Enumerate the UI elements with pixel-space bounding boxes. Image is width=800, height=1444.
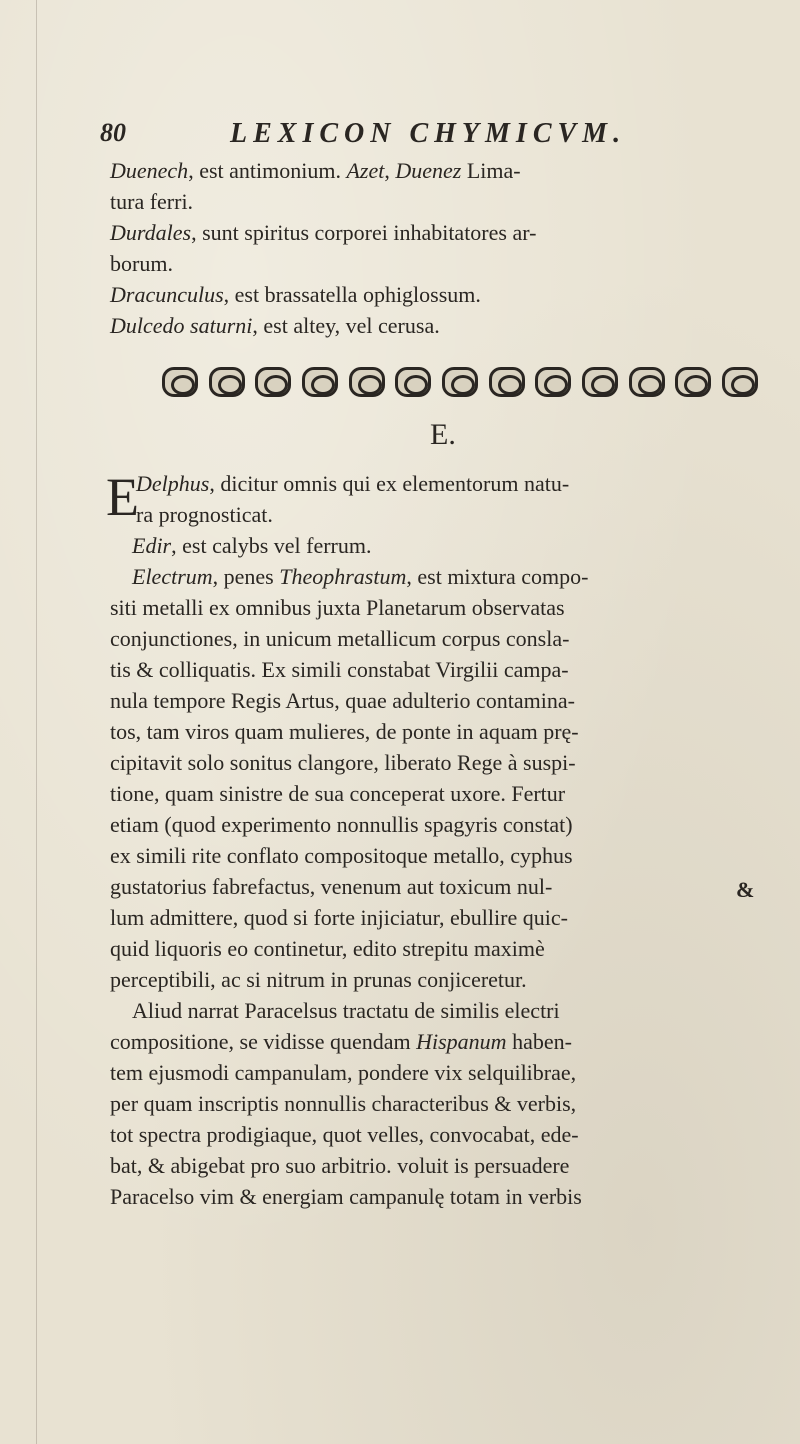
entry-term: Dulcedo saturni — [110, 313, 253, 338]
entry-text: cipitavit solo sonitus clangore, liberato Rege à suspi- — [110, 750, 576, 775]
entry-term: Duenez — [395, 158, 462, 183]
text-line — [110, 499, 765, 530]
ornament-icon — [162, 367, 198, 397]
entry-term: Dracunculus — [110, 282, 224, 307]
entry-text: tot spectra prodigiaque, quot velles, convocabat, ede- — [110, 1122, 579, 1147]
text-line — [110, 592, 765, 623]
text-line — [110, 778, 765, 809]
entry-term: Duenech — [110, 158, 189, 183]
text-line — [110, 809, 765, 840]
entry-term: Theophrastum — [279, 564, 407, 589]
ornament-icon — [722, 367, 758, 397]
entry-text: tis & colliquatis. Ex simili constabat Virgilii campa- — [110, 657, 569, 682]
entry-text: tos, tam viros quam mulieres, de ponte in aquam prę- — [110, 719, 579, 744]
catchword: & — [736, 877, 755, 902]
text-line — [110, 654, 765, 685]
entry-term: Azet — [346, 158, 385, 183]
ornament-icon — [255, 367, 291, 397]
entry-text: nula tempore Regis Artus, quae adulterio contamina- — [110, 688, 575, 713]
entry-text: bat, & abigebat pro suo arbitrio. voluit is persuadere — [110, 1153, 570, 1178]
ornament-icon — [209, 367, 245, 397]
ornament-icon — [395, 367, 431, 397]
text-line — [110, 310, 765, 341]
entry-text: quid liquoris eo continetur, edito strepitu maximè — [110, 936, 545, 961]
entry-text: borum. — [110, 251, 173, 276]
text-line — [110, 186, 765, 217]
entry-text: , dicitur omnis qui ex elementorum natu- — [209, 471, 570, 496]
text-line — [110, 561, 765, 592]
entry-text: , — [384, 158, 396, 183]
ornament-icon — [442, 367, 478, 397]
ornament-icon — [535, 367, 571, 397]
text-line — [110, 248, 765, 279]
page-number: 80 — [100, 118, 126, 147]
entry-text: tem ejusmodi campanulam, pondere vix selquilibrae, — [110, 1060, 577, 1085]
text-line — [110, 530, 765, 561]
entry-text: tura ferri. — [110, 189, 194, 214]
text-line — [110, 1150, 765, 1181]
text-line — [110, 964, 765, 995]
entry-text: compositione, se vidisse quendam — [110, 1029, 417, 1054]
entry-term: Edir — [132, 533, 172, 558]
entry-text: gustatorius fabrefactus, venenum aut toxicum nul- — [110, 874, 553, 899]
entry-text: siti metalli ex omnibus juxta Planetarum observatas — [110, 595, 565, 620]
entry-text: Aliud narrat Paracelsus tractatu de similis electri — [132, 998, 560, 1023]
text-line — [110, 468, 765, 499]
ornament-icon — [489, 367, 525, 397]
text-line — [110, 995, 765, 1026]
ornament-icon — [675, 367, 711, 397]
text-line — [110, 1181, 765, 1212]
text-line — [110, 933, 765, 964]
entries-block-e — [110, 468, 765, 1212]
entry-text: , penes — [212, 564, 280, 589]
entry-text: , est brassatella ophiglossum. — [223, 282, 481, 307]
running-title: LEXICON CHYMICVM. — [230, 118, 627, 149]
entry-term: Electrum — [132, 564, 213, 589]
entry-text: lum admittere, quod si forte injiciatur, ebullire quic- — [110, 905, 568, 930]
ornament-icon — [629, 367, 665, 397]
text-line — [110, 1088, 765, 1119]
text-line — [110, 279, 765, 310]
entry-text: , sunt spiritus corporei inhabitatores ar- — [191, 220, 537, 245]
decorative-ornament-band — [162, 364, 758, 400]
entry-term: Hispanum — [416, 1029, 507, 1054]
text-line — [110, 747, 765, 778]
ornament-icon — [302, 367, 338, 397]
entry-text: ra prognosticat. — [136, 502, 273, 527]
text-line — [110, 217, 765, 248]
entry-text: , est altey, vel cerusa. — [252, 313, 440, 338]
entry-text: Lima- — [461, 158, 521, 183]
text-line — [110, 155, 765, 186]
entry-text: ex simili rite conflato compositoque metallo, cyphus — [110, 843, 573, 868]
entry-term: Delphus — [136, 471, 210, 496]
section-letter: E. — [430, 418, 456, 451]
entry-text: etiam (quod experimento nonnullis spagyris constat) — [110, 812, 573, 837]
text-line — [110, 902, 765, 933]
page-header — [100, 118, 710, 152]
text-line — [110, 716, 765, 747]
entry-text: tione, quam sinistre de sua conceperat uxore. Fertur — [110, 781, 566, 806]
text-line — [110, 685, 765, 716]
entry-text: , est calybs vel ferrum. — [171, 533, 372, 558]
entry-text: per quam inscriptis nonnullis characteribus & verbis, — [110, 1091, 577, 1116]
text-line — [110, 1057, 765, 1088]
entry-text: haben- — [506, 1029, 572, 1054]
drop-cap: E — [106, 467, 139, 527]
text-line — [110, 1026, 765, 1057]
entry-text: conjunctiones, in unicum metallicum corpus consla- — [110, 626, 570, 651]
text-line — [110, 840, 765, 871]
entry-term: Durdales — [110, 220, 192, 245]
text-line — [110, 1119, 765, 1150]
text-line — [110, 871, 765, 902]
entry-text: , est mixtura compo- — [406, 564, 589, 589]
text-line — [110, 623, 765, 654]
ornament-icon — [582, 367, 618, 397]
entry-text: Paracelso vim & energiam campanulę totam in verbis — [110, 1184, 582, 1209]
entry-text: , est antimonium. — [188, 158, 347, 183]
entry-text: perceptibili, ac si nitrum in prunas conjiceretur. — [110, 967, 527, 992]
page-crease-line — [36, 0, 37, 1444]
ornament-icon — [349, 367, 385, 397]
entries-block-d — [110, 155, 765, 341]
